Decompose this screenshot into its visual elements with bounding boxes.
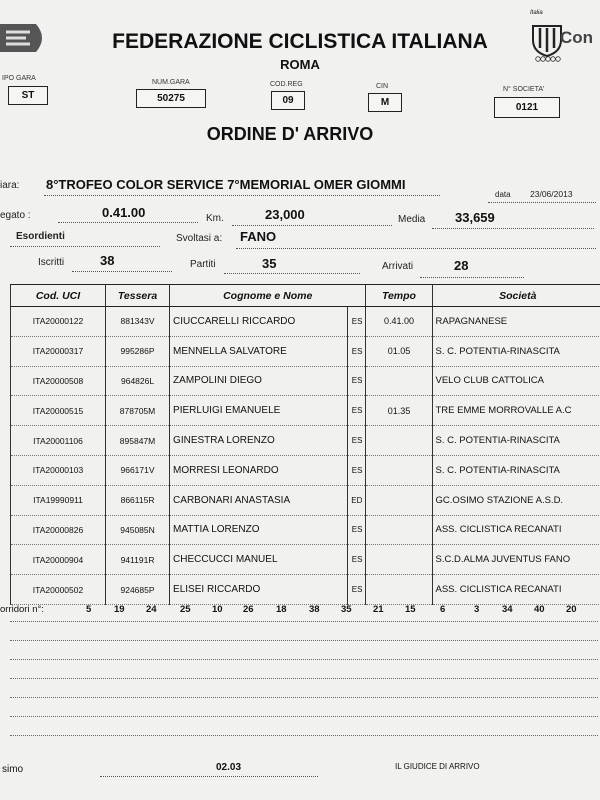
cell-societa: S.C.D.ALMA JUVENTUS FANO bbox=[432, 545, 600, 575]
table-row bbox=[11, 455, 600, 485]
cod-reg-box: 09 bbox=[271, 91, 305, 110]
footer-left-value: 02.03 bbox=[216, 762, 242, 773]
cell-tessera: 895847M bbox=[106, 426, 170, 456]
corridore-number: 26 bbox=[243, 604, 254, 615]
cell-nome: CHECCUCCI MANUEL bbox=[170, 545, 348, 575]
table-row bbox=[11, 545, 600, 575]
cell-societa: TRE EMME MORROVALLE A.C bbox=[432, 396, 600, 426]
cell-tempo bbox=[366, 515, 432, 545]
cell-uci: ITA20000103 bbox=[11, 455, 106, 485]
num-societa-label: N° SOCIETA' bbox=[503, 86, 545, 93]
col-cod-uci: Cod. UCI bbox=[11, 285, 106, 307]
cell-cat: ES bbox=[347, 455, 366, 485]
federation-city: ROMA bbox=[280, 57, 320, 72]
cell-tempo bbox=[366, 575, 432, 605]
cell-nome: MORRESI LEONARDO bbox=[170, 455, 348, 485]
corridore-number: 19 bbox=[114, 604, 125, 615]
cell-cat: ES bbox=[347, 366, 366, 396]
num-societa-box: 0121 bbox=[494, 97, 560, 118]
cell-societa: VELO CLUB CATTOLICA bbox=[432, 366, 600, 396]
cell-nome: GINESTRA LORENZO bbox=[170, 426, 348, 456]
data-label: data bbox=[495, 190, 511, 199]
fci-logo-icon bbox=[0, 20, 48, 56]
cell-tempo bbox=[366, 545, 432, 575]
arrivati-value: 28 bbox=[454, 258, 469, 273]
table-row bbox=[11, 307, 600, 337]
corridore-number: 15 bbox=[405, 604, 416, 615]
num-gara-label: NUM.GARA bbox=[152, 79, 190, 86]
table-header-row bbox=[11, 285, 600, 307]
corridore-number: 5 bbox=[86, 604, 92, 615]
cell-uci: ITA20000515 bbox=[11, 396, 106, 426]
corridore-number: 35 bbox=[341, 604, 352, 615]
giudice-label: IL GIUDICE DI ARRIVO bbox=[395, 762, 480, 771]
cell-societa: ASS. CICLISTICA RECANATI bbox=[432, 515, 600, 545]
cell-cat: ES bbox=[347, 515, 366, 545]
cell-cat: ES bbox=[347, 307, 366, 337]
footer-left-label: simo bbox=[2, 764, 24, 775]
table-row bbox=[11, 366, 600, 396]
cell-nome: CIUCCARELLI RICCARDO bbox=[170, 307, 348, 337]
svoltasi-label: Svoltasi a: bbox=[176, 233, 223, 244]
table-row bbox=[11, 515, 600, 545]
cell-tempo bbox=[366, 485, 432, 515]
svoltasi-value: FANO bbox=[240, 229, 277, 244]
cell-tessera: 878705M bbox=[106, 396, 170, 426]
corridore-number: 6 bbox=[440, 604, 446, 615]
cell-uci: ITA20000122 bbox=[11, 307, 106, 337]
cell-uci: ITA20000826 bbox=[11, 515, 106, 545]
corridore-number: 34 bbox=[502, 604, 513, 615]
gara-value: 8°TROFEO COLOR SERVICE 7°MEMORIAL OMER GIOMMI bbox=[46, 177, 406, 192]
logo-caption: Italia bbox=[530, 10, 543, 16]
iscritti-value: 38 bbox=[100, 253, 115, 268]
cell-tessera: 866115R bbox=[106, 485, 170, 515]
corridore-number: 20 bbox=[566, 604, 577, 615]
dotted-line bbox=[10, 640, 598, 641]
dotted-line bbox=[10, 678, 598, 679]
col-nome: Cognome e Nome bbox=[170, 285, 366, 307]
corridore-number: 18 bbox=[276, 604, 287, 615]
cell-cat: ES bbox=[347, 396, 366, 426]
dotted-line bbox=[10, 697, 598, 698]
arrivati-label: Arrivati bbox=[382, 261, 414, 272]
partiti-value: 35 bbox=[262, 256, 277, 271]
cell-tessera: 964826L bbox=[106, 366, 170, 396]
cell-nome: ELISEI RICCARDO bbox=[170, 575, 348, 605]
cell-tessera: 995286P bbox=[106, 336, 170, 366]
cell-tessera: 945085N bbox=[106, 515, 170, 545]
corridori-label: orridori n°: bbox=[0, 604, 44, 615]
cell-tempo bbox=[366, 426, 432, 456]
cell-uci: ITA20000502 bbox=[11, 575, 106, 605]
doc-title: ORDINE D' ARRIVO bbox=[206, 124, 374, 144]
dotted-line bbox=[10, 621, 598, 622]
cell-tempo: 01.05 bbox=[366, 336, 432, 366]
confederation-text: Con bbox=[560, 28, 594, 47]
corridore-number: 21 bbox=[373, 604, 384, 615]
col-societa: Società bbox=[432, 285, 600, 307]
table-row bbox=[11, 426, 600, 456]
cell-nome: CARBONARI ANASTASIA bbox=[170, 485, 348, 515]
cell-nome: MATTIA LORENZO bbox=[170, 515, 348, 545]
cell-societa: ASS. CICLISTICA RECANATI bbox=[432, 575, 600, 605]
table-row bbox=[11, 485, 600, 515]
dotted-line bbox=[10, 659, 598, 660]
km-value: 23,000 bbox=[265, 207, 305, 222]
corridore-number: 40 bbox=[534, 604, 545, 615]
cod-reg-label: COD.REG bbox=[270, 81, 303, 88]
km-label: Km. bbox=[206, 213, 224, 224]
corridore-number: 25 bbox=[180, 604, 191, 615]
corridore-number: 24 bbox=[146, 604, 157, 615]
table-row bbox=[11, 575, 600, 605]
cell-uci: ITA20000508 bbox=[11, 366, 106, 396]
gara-label: iara: bbox=[0, 180, 20, 191]
cell-cat: ES bbox=[347, 545, 366, 575]
media-label: Media bbox=[398, 214, 426, 225]
cell-nome: PIERLUIGI EMANUELE bbox=[170, 396, 348, 426]
corridore-number: 10 bbox=[212, 604, 223, 615]
federation-title: FEDERAZIONE CICLISTICA ITALIANA bbox=[112, 30, 488, 53]
dotted-line bbox=[10, 716, 598, 717]
cin-label: CIN bbox=[376, 83, 389, 90]
cin-box: M bbox=[368, 93, 402, 112]
cell-tempo: 0.41.00 bbox=[366, 307, 432, 337]
col-tessera: Tessera bbox=[106, 285, 170, 307]
arrival-order-table bbox=[10, 284, 600, 605]
cell-cat: ES bbox=[347, 336, 366, 366]
iscritti-label: Iscritti bbox=[38, 257, 65, 268]
categoria-value: Esordienti bbox=[16, 231, 65, 242]
impiegato-label: egato : bbox=[0, 210, 31, 221]
corridori-row bbox=[0, 604, 600, 618]
col-tempo: Tempo bbox=[366, 285, 432, 307]
corridore-number: 38 bbox=[309, 604, 320, 615]
tipo-gara-label: IPO GARA bbox=[2, 75, 36, 82]
cell-societa: GC.OSIMO STAZIONE A.S.D. bbox=[432, 485, 600, 515]
dotted-line bbox=[10, 735, 598, 736]
cell-cat: ES bbox=[347, 426, 366, 456]
cell-tessera: 924685P bbox=[106, 575, 170, 605]
cell-tessera: 881343V bbox=[106, 307, 170, 337]
num-gara-box: 50275 bbox=[136, 89, 206, 108]
cell-tempo: 01.35 bbox=[366, 396, 432, 426]
cell-tempo bbox=[366, 455, 432, 485]
data-value: 23/06/2013 bbox=[530, 189, 573, 199]
cell-tempo bbox=[366, 366, 432, 396]
impiegato-value: 0.41.00 bbox=[102, 205, 146, 220]
corridore-number: 3 bbox=[474, 604, 480, 615]
media-value: 33,659 bbox=[455, 210, 495, 225]
table-row bbox=[11, 396, 600, 426]
cell-cat: ES bbox=[347, 575, 366, 605]
cell-societa: S. C. POTENTIA-RINASCITA bbox=[432, 455, 600, 485]
cell-uci: ITA20000904 bbox=[11, 545, 106, 575]
cell-nome: ZAMPOLINI DIEGO bbox=[170, 366, 348, 396]
cell-societa: S. C. POTENTIA-RINASCITA bbox=[432, 426, 600, 456]
cell-uci: ITA20001106 bbox=[11, 426, 106, 456]
cell-tessera: 941191R bbox=[106, 545, 170, 575]
tipo-gara-box: ST bbox=[8, 86, 48, 105]
cell-uci: ITA19990911 bbox=[11, 485, 106, 515]
table-row bbox=[11, 336, 600, 366]
partiti-label: Partiti bbox=[190, 259, 216, 270]
cell-nome: MENNELLA SALVATORE bbox=[170, 336, 348, 366]
cell-societa: S. C. POTENTIA-RINASCITA bbox=[432, 336, 600, 366]
cell-societa: RAPAGNANESE bbox=[432, 307, 600, 337]
cell-cat: ED bbox=[347, 485, 366, 515]
cell-tessera: 966171V bbox=[106, 455, 170, 485]
cell-uci: ITA20000317 bbox=[11, 336, 106, 366]
